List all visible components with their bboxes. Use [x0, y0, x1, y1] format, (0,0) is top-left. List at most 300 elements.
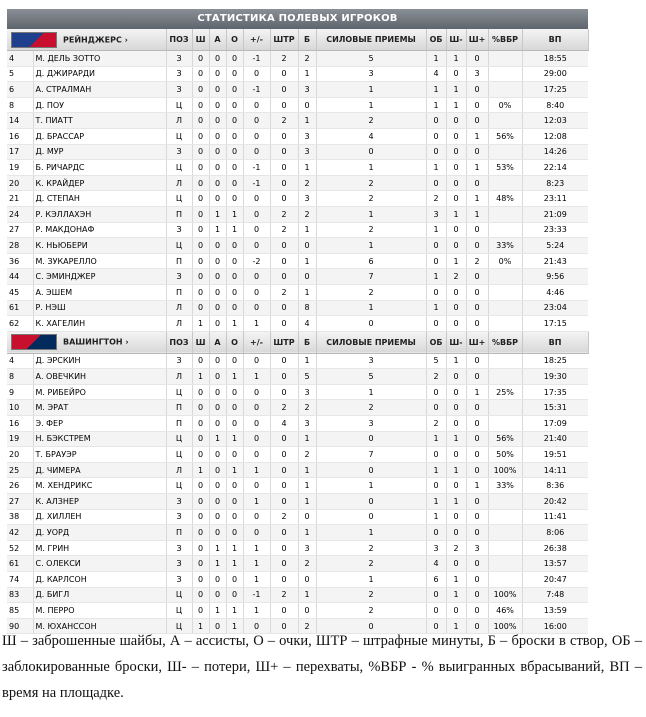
stat-plus-minus: 0 — [243, 222, 270, 238]
stat-goals: 0 — [192, 144, 209, 160]
stat-assists: 1 — [209, 603, 226, 619]
stat-points: 0 — [226, 400, 243, 416]
player-number: 61 — [7, 556, 33, 572]
player-name: Д. ХИЛЛЕН — [33, 509, 166, 525]
stat-takeaways: 0 — [466, 603, 488, 619]
player-row — [7, 416, 588, 432]
stat-takeaways: 0 — [466, 175, 488, 191]
team-header-row — [7, 29, 588, 51]
stat-hits: 1 — [316, 384, 426, 400]
stat-pim: 0 — [270, 300, 298, 316]
team-name-link[interactable]: РЕЙНДЖЕРС › — [63, 35, 128, 44]
stat-hits: 0 — [316, 462, 426, 478]
stat-toi: 17:09 — [522, 416, 588, 432]
stat-shots: 1 — [298, 113, 316, 129]
stat-blocked: 6 — [426, 572, 446, 588]
column-header-hits: СИЛОВЫЕ ПРИЕМЫ — [316, 331, 426, 353]
column-header-takeaways: Ш+ — [466, 29, 488, 51]
column-header-toi: ВП — [522, 29, 588, 51]
stat-faceoff-pct: 100% — [488, 618, 522, 634]
team-header-cell — [7, 331, 166, 353]
stat-hits: 0 — [316, 316, 426, 332]
stat-points: 0 — [226, 144, 243, 160]
player-number: 21 — [7, 191, 33, 207]
stat-plus-minus: -2 — [243, 253, 270, 269]
stat-faceoff-pct — [488, 525, 522, 541]
stat-goals: 0 — [192, 572, 209, 588]
stat-giveaways: 2 — [446, 269, 466, 285]
stat-points: 0 — [226, 175, 243, 191]
stat-giveaways: 1 — [446, 82, 466, 98]
stat-hits: 0 — [316, 509, 426, 525]
player-name: Д. ПОУ — [33, 97, 166, 113]
stat-hits: 2 — [316, 603, 426, 619]
stat-shots: 0 — [298, 509, 316, 525]
stat-blocked: 0 — [426, 384, 446, 400]
stats-table — [7, 29, 589, 634]
stat-points: 0 — [226, 269, 243, 285]
stat-plus-minus: 0 — [243, 447, 270, 463]
stat-takeaways: 0 — [466, 618, 488, 634]
stat-pim: 0 — [270, 478, 298, 494]
stat-toi: 19:30 — [522, 369, 588, 385]
stat-shots: 8 — [298, 300, 316, 316]
stat-points: 0 — [226, 587, 243, 603]
stat-pos: П — [166, 253, 192, 269]
stat-plus-minus: 0 — [243, 144, 270, 160]
stat-blocked: 5 — [426, 353, 446, 369]
stat-blocked: 4 — [426, 66, 446, 82]
stat-faceoff-pct: 0% — [488, 253, 522, 269]
player-name: Д. СТЕПАН — [33, 191, 166, 207]
stat-blocked: 0 — [426, 603, 446, 619]
stat-faceoff-pct — [488, 353, 522, 369]
stat-takeaways: 0 — [466, 82, 488, 98]
stat-goals: 0 — [192, 160, 209, 176]
stat-takeaways: 0 — [466, 462, 488, 478]
stat-toi: 9:56 — [522, 269, 588, 285]
stat-pim: 0 — [270, 144, 298, 160]
stat-goals: 1 — [192, 462, 209, 478]
player-row — [7, 603, 588, 619]
stat-takeaways: 0 — [466, 587, 488, 603]
stat-toi: 14:26 — [522, 144, 588, 160]
player-number: 8 — [7, 369, 33, 385]
stat-faceoff-pct — [488, 416, 522, 432]
stat-giveaways: 0 — [446, 222, 466, 238]
column-header-assists: А — [209, 29, 226, 51]
stat-pos: З — [166, 494, 192, 510]
stat-plus-minus: 0 — [243, 300, 270, 316]
stat-assists: 1 — [209, 431, 226, 447]
stat-plus-minus: 1 — [243, 603, 270, 619]
stat-plus-minus: 0 — [243, 191, 270, 207]
player-number: 26 — [7, 478, 33, 494]
stat-goals: 0 — [192, 82, 209, 98]
stat-goals: 0 — [192, 431, 209, 447]
stat-goals: 0 — [192, 206, 209, 222]
stat-blocked: 0 — [426, 113, 446, 129]
stat-goals: 0 — [192, 113, 209, 129]
stat-pim: 0 — [270, 556, 298, 572]
player-number: 5 — [7, 66, 33, 82]
stat-pim: 0 — [270, 269, 298, 285]
stat-faceoff-pct — [488, 556, 522, 572]
player-name: Р. МАКДОНАФ — [33, 222, 166, 238]
stat-goals: 0 — [192, 253, 209, 269]
stat-pos: З — [166, 144, 192, 160]
stat-plus-minus: 0 — [243, 400, 270, 416]
stat-faceoff-pct — [488, 175, 522, 191]
stat-giveaways: 0 — [446, 66, 466, 82]
stat-giveaways: 1 — [446, 494, 466, 510]
stat-takeaways: 0 — [466, 431, 488, 447]
stat-faceoff-pct — [488, 206, 522, 222]
stat-faceoff-pct: 100% — [488, 462, 522, 478]
stat-shots: 2 — [298, 400, 316, 416]
stat-pos: П — [166, 400, 192, 416]
stat-plus-minus: 1 — [243, 572, 270, 588]
stat-goals: 1 — [192, 369, 209, 385]
stat-hits: 6 — [316, 253, 426, 269]
stat-assists: 0 — [209, 269, 226, 285]
stat-pim: 0 — [270, 82, 298, 98]
stat-faceoff-pct — [488, 540, 522, 556]
stat-assists: 0 — [209, 191, 226, 207]
stat-goals: 0 — [192, 222, 209, 238]
stat-shots: 1 — [298, 494, 316, 510]
stat-faceoff-pct — [488, 66, 522, 82]
stat-toi: 11:41 — [522, 509, 588, 525]
player-number: 27 — [7, 494, 33, 510]
stat-shots: 1 — [298, 284, 316, 300]
stat-plus-minus: 0 — [243, 97, 270, 113]
stat-giveaways: 0 — [446, 144, 466, 160]
stat-giveaways: 1 — [446, 206, 466, 222]
column-header-blocked: ОБ — [426, 331, 446, 353]
stat-hits: 2 — [316, 175, 426, 191]
column-header-hits: СИЛОВЫЕ ПРИЕМЫ — [316, 29, 426, 51]
stat-plus-minus: 0 — [243, 206, 270, 222]
stat-plus-minus: 1 — [243, 556, 270, 572]
stat-assists: 1 — [209, 222, 226, 238]
stat-toi: 18:55 — [522, 51, 588, 67]
stat-plus-minus: 0 — [243, 618, 270, 634]
player-row — [7, 113, 588, 129]
stat-assists: 0 — [209, 113, 226, 129]
stat-pos: З — [166, 269, 192, 285]
stat-pos: Ц — [166, 431, 192, 447]
stat-blocked: 1 — [426, 431, 446, 447]
stat-plus-minus: 1 — [243, 540, 270, 556]
stat-toi: 8:36 — [522, 478, 588, 494]
player-name: Т. ПИАТТ — [33, 113, 166, 129]
stat-pos: Л — [166, 462, 192, 478]
player-row — [7, 206, 588, 222]
stat-takeaways: 0 — [466, 97, 488, 113]
column-header-pos: ПОЗ — [166, 331, 192, 353]
stat-blocked: 0 — [426, 447, 446, 463]
stat-plus-minus: 1 — [243, 316, 270, 332]
stat-points: 0 — [226, 353, 243, 369]
stat-assists: 0 — [209, 238, 226, 254]
stat-points: 0 — [226, 66, 243, 82]
stat-faceoff-pct — [488, 222, 522, 238]
stat-pim: 0 — [270, 525, 298, 541]
stat-assists: 0 — [209, 353, 226, 369]
stat-takeaways: 0 — [466, 144, 488, 160]
player-name: Д. ДЖИРАРДИ — [33, 66, 166, 82]
stat-points: 0 — [226, 191, 243, 207]
column-header-goals: Ш — [192, 331, 209, 353]
stat-giveaways: 0 — [446, 556, 466, 572]
stat-giveaways: 1 — [446, 572, 466, 588]
player-number: 16 — [7, 128, 33, 144]
stat-takeaways: 1 — [466, 384, 488, 400]
player-row — [7, 269, 588, 285]
player-name: Т. БРАУЭР — [33, 447, 166, 463]
stat-hits: 1 — [316, 206, 426, 222]
stat-faceoff-pct — [488, 51, 522, 67]
stat-giveaways: 1 — [446, 462, 466, 478]
stat-points: 1 — [226, 462, 243, 478]
stat-points: 0 — [226, 494, 243, 510]
stat-pim: 2 — [270, 51, 298, 67]
player-row — [7, 253, 588, 269]
stat-hits: 1 — [316, 525, 426, 541]
stat-toi: 12:08 — [522, 128, 588, 144]
player-name: Р. КЭЛЛАХЭН — [33, 206, 166, 222]
stat-takeaways: 0 — [466, 369, 488, 385]
stat-plus-minus: -1 — [243, 175, 270, 191]
stat-takeaways: 1 — [466, 160, 488, 176]
stat-takeaways: 0 — [466, 284, 488, 300]
stat-faceoff-pct: 56% — [488, 431, 522, 447]
stat-shots: 2 — [298, 51, 316, 67]
stat-points: 0 — [226, 160, 243, 176]
stat-pim: 2 — [270, 587, 298, 603]
player-row — [7, 540, 588, 556]
player-row — [7, 191, 588, 207]
stat-giveaways: 1 — [446, 51, 466, 67]
stat-takeaways: 3 — [466, 66, 488, 82]
stat-pim: 0 — [270, 97, 298, 113]
player-name: А. СТРАЛМАН — [33, 82, 166, 98]
player-row — [7, 66, 588, 82]
stat-assists: 1 — [209, 556, 226, 572]
stat-assists: 0 — [209, 572, 226, 588]
stat-pim: 0 — [270, 384, 298, 400]
player-number: 4 — [7, 353, 33, 369]
player-row — [7, 51, 588, 67]
player-number: 52 — [7, 540, 33, 556]
stat-points: 0 — [226, 572, 243, 588]
stat-hits: 5 — [316, 369, 426, 385]
stat-toi: 20:47 — [522, 572, 588, 588]
stat-giveaways: 0 — [446, 509, 466, 525]
stat-toi: 18:25 — [522, 353, 588, 369]
stat-blocked: 2 — [426, 369, 446, 385]
stats-title: СТАТИСТИКА ПОЛЕВЫХ ИГРОКОВ — [7, 9, 588, 29]
stat-faceoff-pct — [488, 316, 522, 332]
stat-goals: 0 — [192, 269, 209, 285]
player-name: М. ЮХАНССОН — [33, 618, 166, 634]
stat-goals: 0 — [192, 587, 209, 603]
stat-plus-minus: -1 — [243, 51, 270, 67]
stat-pim: 2 — [270, 113, 298, 129]
column-header-giveaways: Ш- — [446, 331, 466, 353]
stat-assists: 0 — [209, 316, 226, 332]
stat-blocked: 0 — [426, 525, 446, 541]
stat-pos: Л — [166, 300, 192, 316]
stat-pim: 0 — [270, 175, 298, 191]
stat-pim: 0 — [270, 431, 298, 447]
stat-goals: 0 — [192, 97, 209, 113]
stat-assists: 0 — [209, 462, 226, 478]
stat-hits: 1 — [316, 160, 426, 176]
column-header-points: О — [226, 29, 243, 51]
stat-shots: 3 — [298, 82, 316, 98]
stat-faceoff-pct: 100% — [488, 587, 522, 603]
stat-hits: 3 — [316, 353, 426, 369]
stat-hits: 1 — [316, 572, 426, 588]
stat-goals: 0 — [192, 540, 209, 556]
stat-takeaways: 0 — [466, 400, 488, 416]
stat-assists: 0 — [209, 253, 226, 269]
player-row — [7, 494, 588, 510]
stat-pos: Ц — [166, 128, 192, 144]
stat-points: 0 — [226, 525, 243, 541]
player-name: Д. КАРЛСОН — [33, 572, 166, 588]
stat-faceoff-pct — [488, 82, 522, 98]
stat-hits: 2 — [316, 222, 426, 238]
stat-goals: 0 — [192, 51, 209, 67]
player-row — [7, 128, 588, 144]
player-name: Д. МУР — [33, 144, 166, 160]
player-name: Р. НЭШ — [33, 300, 166, 316]
stat-pim: 0 — [270, 253, 298, 269]
team-header-cell — [7, 29, 166, 51]
stat-pim: 0 — [270, 316, 298, 332]
stat-toi: 13:57 — [522, 556, 588, 572]
player-number: 27 — [7, 222, 33, 238]
stat-pim: 2 — [270, 284, 298, 300]
stat-giveaways: 0 — [446, 603, 466, 619]
column-header-pim: ШТР — [270, 29, 298, 51]
stat-faceoff-pct — [488, 113, 522, 129]
stat-hits: 0 — [316, 494, 426, 510]
stat-plus-minus: -1 — [243, 160, 270, 176]
stat-goals: 0 — [192, 556, 209, 572]
stat-toi: 17:15 — [522, 316, 588, 332]
player-name: Н. БЭКСТРЕМ — [33, 431, 166, 447]
stat-goals: 0 — [192, 447, 209, 463]
stat-plus-minus: 0 — [243, 66, 270, 82]
stat-shots: 1 — [298, 462, 316, 478]
stat-hits: 2 — [316, 400, 426, 416]
stat-blocked: 0 — [426, 284, 446, 300]
stat-toi: 21:09 — [522, 206, 588, 222]
player-name: Д. БРАССАР — [33, 128, 166, 144]
stat-blocked: 0 — [426, 128, 446, 144]
stat-faceoff-pct: 0% — [488, 97, 522, 113]
player-row — [7, 478, 588, 494]
stat-hits: 4 — [316, 128, 426, 144]
stat-goals: 0 — [192, 384, 209, 400]
stat-shots: 1 — [298, 160, 316, 176]
stat-shots: 1 — [298, 431, 316, 447]
stat-plus-minus: 0 — [243, 284, 270, 300]
stat-takeaways: 0 — [466, 269, 488, 285]
stat-giveaways: 0 — [446, 478, 466, 494]
stat-assists: 0 — [209, 284, 226, 300]
column-header-assists: А — [209, 331, 226, 353]
stat-hits: 3 — [316, 66, 426, 82]
stat-points: 0 — [226, 253, 243, 269]
stat-giveaways: 0 — [446, 191, 466, 207]
stat-hits: 0 — [316, 144, 426, 160]
player-row — [7, 462, 588, 478]
stat-toi: 17:25 — [522, 82, 588, 98]
stat-pos: З — [166, 556, 192, 572]
player-row — [7, 572, 588, 588]
column-header-goals: Ш — [192, 29, 209, 51]
player-number: 24 — [7, 206, 33, 222]
stat-faceoff-pct: 50% — [488, 447, 522, 463]
stat-plus-minus: -1 — [243, 82, 270, 98]
legend-text: Ш – заброшенные шайбы, А – ассисты, О – очки, ШТР – штрафные минуты, Б – броски в створ, ОБ – заблокированные броски, Ш- – потери, Ш+ – перехваты, %ВБР - % выигранных вбрасываний, ВП – время на площадке. — [2, 633, 642, 701]
stat-faceoff-pct — [488, 509, 522, 525]
stat-giveaways: 0 — [446, 160, 466, 176]
stat-giveaways: 0 — [446, 238, 466, 254]
stat-toi: 23:33 — [522, 222, 588, 238]
stat-pos: Ц — [166, 160, 192, 176]
stat-assists: 0 — [209, 384, 226, 400]
stat-pim: 0 — [270, 462, 298, 478]
stat-blocked: 1 — [426, 300, 446, 316]
stat-points: 0 — [226, 113, 243, 129]
stat-pos: Ц — [166, 478, 192, 494]
stat-blocked: 1 — [426, 269, 446, 285]
stat-pos: Ц — [166, 447, 192, 463]
stat-plus-minus: 0 — [243, 238, 270, 254]
stat-plus-minus: 1 — [243, 369, 270, 385]
stat-assists: 0 — [209, 160, 226, 176]
stat-blocked: 1 — [426, 160, 446, 176]
stat-takeaways: 1 — [466, 478, 488, 494]
player-number: 44 — [7, 269, 33, 285]
player-name: Д. УОРД — [33, 525, 166, 541]
stat-faceoff-pct — [488, 572, 522, 588]
stat-goals: 0 — [192, 509, 209, 525]
stat-blocked: 4 — [426, 556, 446, 572]
stat-takeaways: 0 — [466, 447, 488, 463]
team-name-link[interactable]: ВАШИНГТОН › — [63, 337, 129, 347]
stat-toi: 12:03 — [522, 113, 588, 129]
player-name: М. ДЕЛЬ ЗОТТО — [33, 51, 166, 67]
stat-goals: 0 — [192, 175, 209, 191]
stat-points: 0 — [226, 416, 243, 432]
stat-pos: Л — [166, 113, 192, 129]
player-row — [7, 556, 588, 572]
player-number: 6 — [7, 82, 33, 98]
stat-shots: 3 — [298, 144, 316, 160]
stat-toi: 8:23 — [522, 175, 588, 191]
stat-blocked: 1 — [426, 222, 446, 238]
stat-goals: 0 — [192, 478, 209, 494]
player-name: Д. ЧИМЕРА — [33, 462, 166, 478]
stat-takeaways: 0 — [466, 222, 488, 238]
